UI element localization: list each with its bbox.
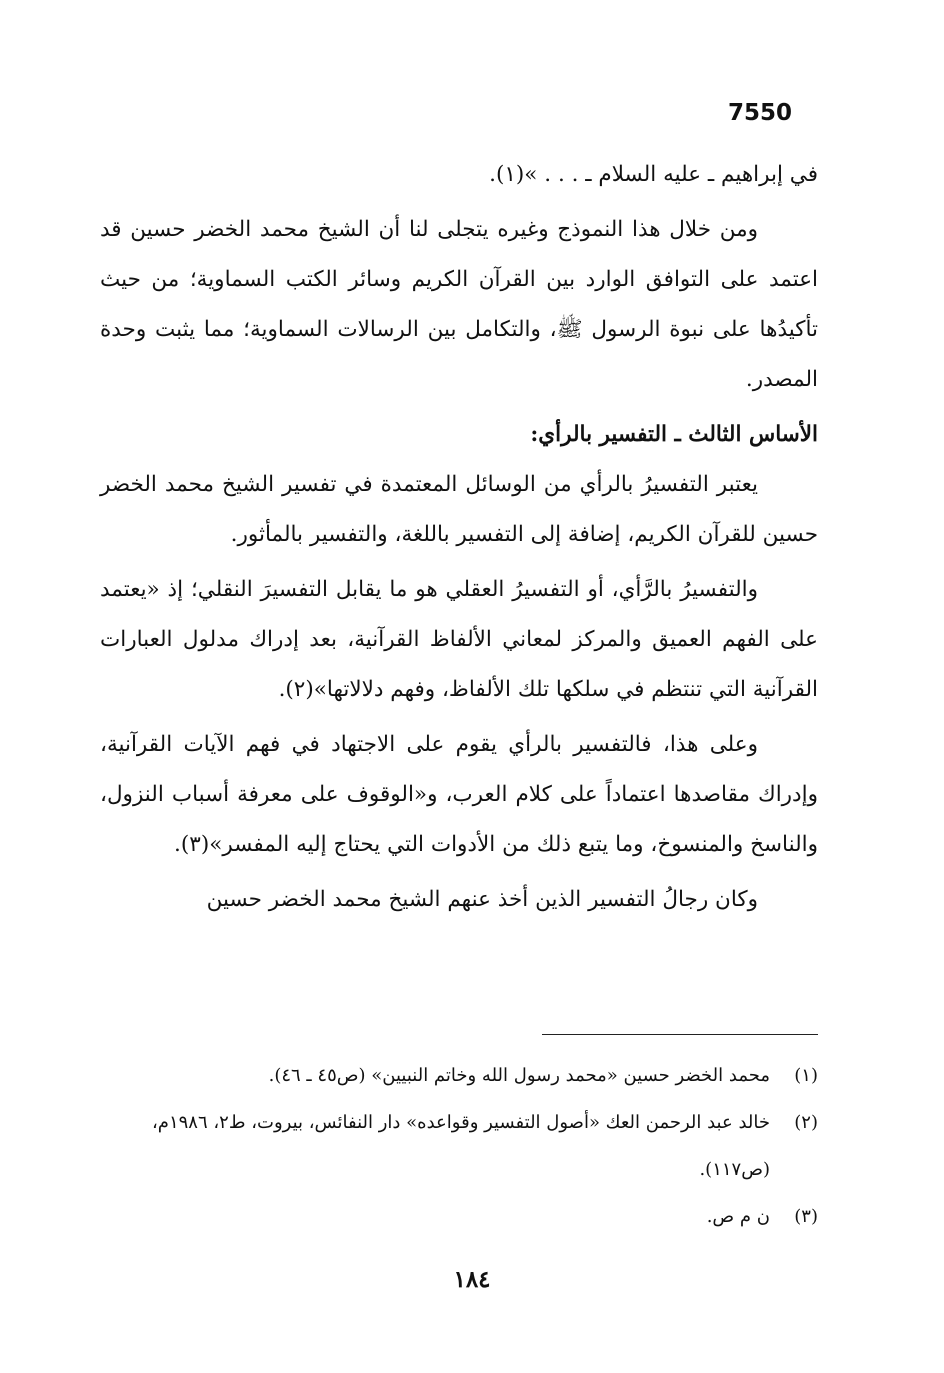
section-heading: الأساس الثالث ـ التفسير بالرأي: <box>530 422 818 447</box>
paragraph: ومن خلال هذا النموذج وغيره يتجلى لنا أن الشيخ محمد الخضر حسين قد اعتمد على التوافق الوارد بين القرآن الكريم وسائر الكتب السماوية؛ من حيث تأكيدُها على نبوة الرسول ﷺ، والتكامل بين الرسالات السماوية؛ مما يثبت وحدة المصدر. <box>100 217 818 392</box>
footnote <box>100 1052 818 1099</box>
footnote-number: (١) <box>794 1065 818 1086</box>
footnote-number: (٢) <box>794 1112 818 1133</box>
footnote-number: (٣) <box>794 1206 818 1227</box>
paragraph: وكان رجالُ التفسير الذين أخذ عنهم الشيخ محمد الخضر حسين <box>206 887 758 912</box>
paragraph: والتفسيرُ بالرَّأي، أو التفسيرُ العقلي هو ما يقابل التفسيرَ النقلي؛ إذ «يعتمد على الفهم العميق والمركز لمعاني الألفاظ القرآنية، بعد إدراك مدلول العبارات القرآنية التي تنتظم في سلكها تلك الألفاظ، وفهم دلالاتها»(٢). <box>100 577 818 702</box>
footnote-text: خالد عبد الرحمن العك «أصول التفسير وقواعده» دار النفائس، بيروت، ط٢، ١٩٨٦م، (ص١١٧). <box>151 1112 770 1180</box>
footnotes <box>100 1052 818 1240</box>
page-header-number: 7550 <box>728 100 793 126</box>
paragraph: يعتبر التفسيرُ بالرأي من الوسائل المعتمدة في تفسير الشيخ محمد الخضر حسين للقرآن الكريم، إضافة إلى التفسير باللغة، والتفسير بالمأثور. <box>100 472 818 547</box>
page-number: ١٨٤ <box>453 1266 491 1293</box>
footnote-separator <box>542 1034 818 1035</box>
footnote <box>100 1099 818 1193</box>
main-text <box>100 150 818 930</box>
paragraph: وعلى هذا، فالتفسير بالرأي يقوم على الاجتهاد في فهم الآيات القرآنية، وإدراك مقاصدها اعتماداً على كلام العرب، و«الوقوف على معرفة أسباب النزول، والناسخ والمنسوخ، وما يتبع ذلك من الأدوات التي يحتاج إليه المفسر»(٣). <box>100 732 818 857</box>
footnote <box>100 1193 818 1240</box>
paragraph-continuation: في إبراهيم ـ عليه السلام ـ . . . »(١). <box>489 162 818 187</box>
footnote-text: محمد الخضر حسين «محمد رسول الله وخاتم النبيين» (ص٤٥ ـ ٤٦). <box>268 1065 770 1086</box>
footnote-text: ن م ص. <box>706 1206 770 1227</box>
